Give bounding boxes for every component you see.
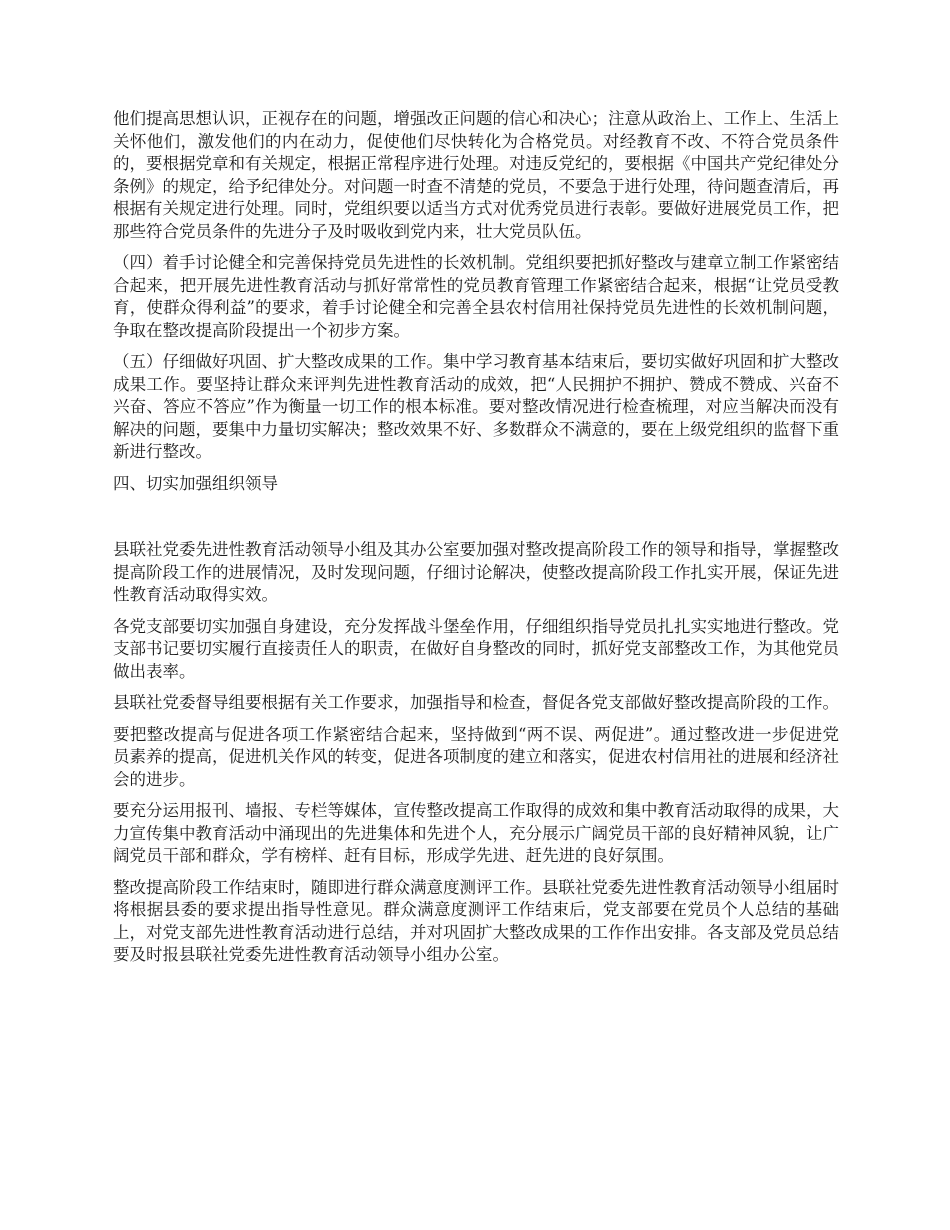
paragraph-continuation: 他们提高思想认识，正视存在的问题，增强改正问题的信心和决心；注意从政治上、工作上、生活上关怀他们，激发他们的内在动力，促使他们尽快转化为合格党员。对经教育不改、不符合党员条件的，要根据党章和有关规定，根据正常程序进行处理。对违反党纪的，要根据《中国共产党纪律处分条例》的规定，给予纪律处分。对问题一时查不清楚的党员，不要急于进行处理，待问题查清后，再根据有关规定进行处理。同时，党组织要以适当方式对优秀党员进行表彰。要做好进展党员工作，把那些符合党员条件的先进分子及时吸收到党内来，壮大党员队伍。	[113, 109, 839, 241]
section-heading: 四、切实加强组织领导	[113, 473, 278, 493]
document-body	[113, 108, 839, 976]
paragraph-evaluation: 整改提高阶段工作结束时，随即进行群众满意度测评工作。县联社党委先进性教育活动领导小组届时将根据县委的要求提出指导性意见。群众满意度测评工作结束后，党支部要在党员个人总结的基础上，对党支部先进性教育活动进行总结，并对巩固扩大整改成果的工作作出安排。各支部及党员总结要及时报县联社党委先进性教育活动领导小组办公室。	[113, 877, 839, 964]
paragraph-item-5: （五）仔细做好巩固、扩大整改成果的工作。集中学习教育基本结束后，要切实做好巩固和扩大整改成果工作。要坚持让群众来评判先进性教育活动的成效，把“人民拥护不拥护、赞成不赞成、兴奋不兴奋、答应不答应”作为衡量一切工作的根本标准。要对整改情况进行检查梳理，对应当解决而没有解决的问题，要集中力量切实解决；整改效果不好、多数群众不满意的，要在上级党组织的监督下重新进行整改。	[113, 352, 839, 461]
paragraph-integration: 要把整改提高与促进各项工作紧密结合起来，坚持做到“两不误、两促进”。通过整改进一步促进党员素养的提高，促进机关作风的转变，促进各项制度的建立和落实，促进农村信用社的进展和经济社会的进步。	[113, 724, 839, 789]
paragraph-branches: 各党支部要切实加强自身建设，充分发挥战斗堡垒作用，仔细组织指导党员扎扎实实地进行整改。党支部书记要切实履行直接责任人的职责，在做好自身整改的同时，抓好党支部整改工作，为其他党员做出表率。	[113, 616, 839, 681]
paragraph-publicity: 要充分运用报刊、墙报、专栏等媒体，宣传整改提高工作取得的成效和集中教育活动取得的成果，大力宣传集中教育活动中涌现出的先进集体和先进个人，充分展示广阔党员干部的良好精神风貌，让广阔党员干部和群众，学有榜样、赶有目标，形成学先进、赶先进的良好氛围。	[113, 801, 839, 865]
paragraph-item-4: （四）着手讨论健全和完善保持党员先进性的长效机制。党组织要把抓好整改与建章立制工作紧密结合起来，把开展先进性教育活动与抓好常常性的党员教育管理工作紧密结合起来，根据“让党员受教育，使群众得利益”的要求，着手讨论健全和完善全县农村信用社保持党员先进性的长效机制问题，争取在整改提高阶段提出一个初步方案。	[113, 253, 839, 340]
paragraph-leadership: 县联社党委先进性教育活动领导小组及其办公室要加强对整改提高阶段工作的领导和指导，掌握整改提高阶段工作的进展情况，及时发现问题，仔细讨论解决，使整改提高阶段工作扎实开展，保证先进性教育活动取得实效。	[113, 540, 839, 604]
section-spacer	[113, 504, 839, 539]
paragraph-supervision: 县联社党委督导组要根据有关工作要求，加强指导和检查，督促各党支部做好整改提高阶段的工作。	[113, 693, 839, 712]
